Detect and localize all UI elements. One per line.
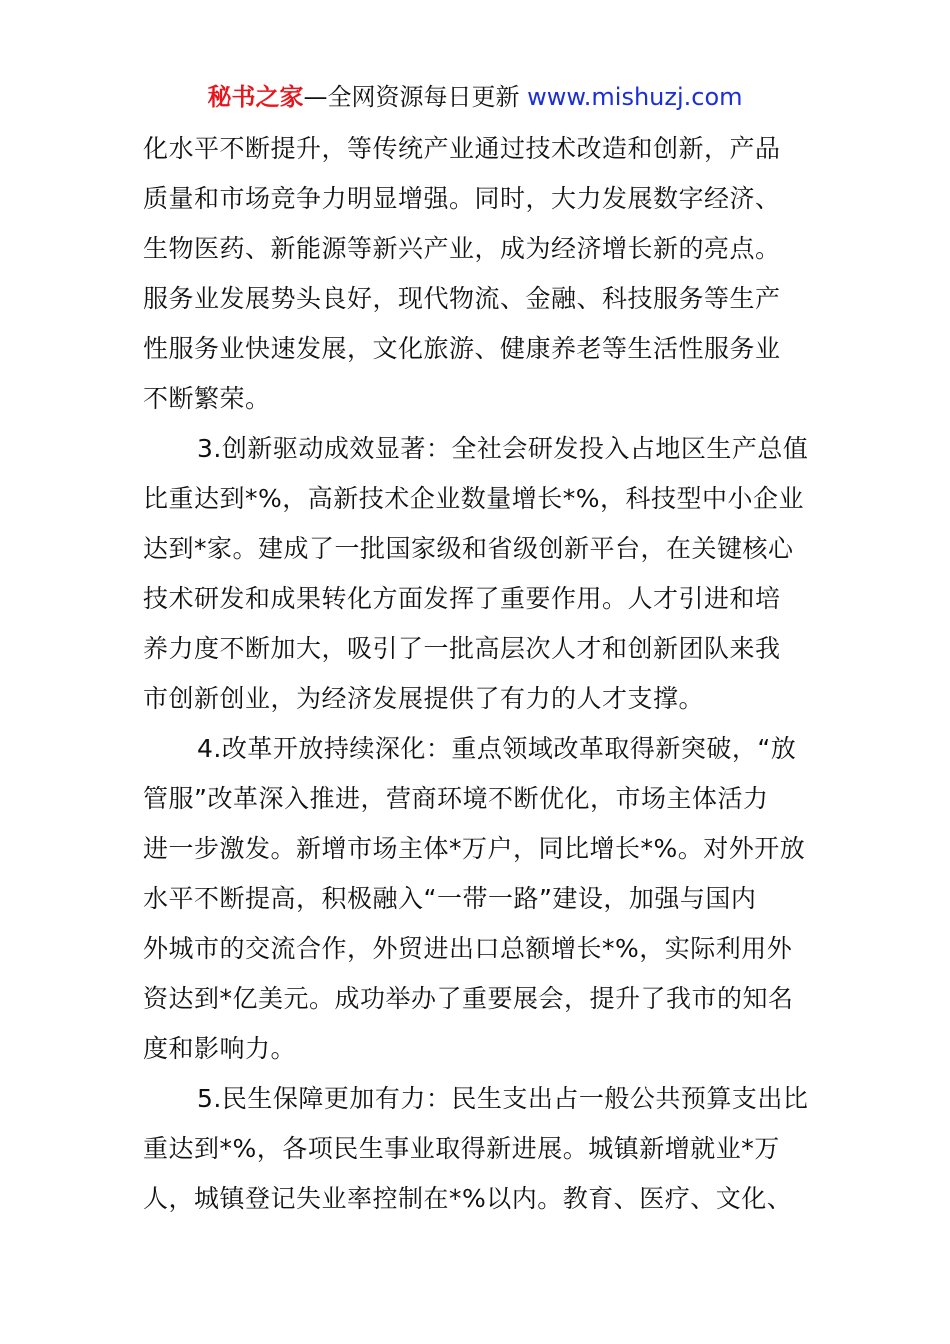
section-heading-line: 5.民生保障更加有力：民生支出占一般公共预算支出比 bbox=[197, 1084, 809, 1113]
section-heading-line: 3.创新驱动成效显著：全社会研发投入占地区生产总值 bbox=[197, 434, 809, 463]
text-line: 重达到*%，各项民生事业取得新进展。城镇新增就业*万 bbox=[143, 1134, 780, 1163]
text-line: 养力度不断加大，吸引了一批高层次人才和创新团队来我 bbox=[143, 634, 781, 663]
text-line: 不断繁荣。 bbox=[143, 384, 271, 413]
text-line: 生物医药、新能源等新兴产业，成为经济增长新的亮点。 bbox=[143, 234, 781, 263]
text-line: 人，城镇登记失业率控制在*%以内。教育、医疗、文化、 bbox=[143, 1184, 793, 1213]
text-line: 进一步激发。新增市场主体*万户，同比增长*%。对外开放 bbox=[143, 834, 806, 863]
text-line: 度和影响力。 bbox=[143, 1034, 297, 1063]
text-line: 比重达到*%，高新技术企业数量增长*%，科技型中小企业 bbox=[143, 484, 805, 513]
text-line: 水平不断提高，积极融入“一带一路”建设，加强与国内 bbox=[143, 884, 757, 913]
document-body bbox=[143, 124, 813, 1224]
site-tagline: —全网资源每日更新 bbox=[303, 83, 520, 111]
text-line: 资达到*亿美元。成功举办了重要展会，提升了我市的知名 bbox=[143, 984, 794, 1013]
section-heading-line: 4.改革开放持续深化：重点领域改革取得新突破，“放 bbox=[197, 734, 797, 763]
text-line: 化水平不断提升，等传统产业通过技术改造和创新，产品 bbox=[143, 134, 781, 163]
text-line: 外城市的交流合作，外贸进出口总额增长*%，实际利用外 bbox=[143, 934, 793, 963]
text-line: 市创新创业，为经济发展提供了有力的人才支撑。 bbox=[143, 684, 705, 713]
text-line: 管服”改革深入推进，营商环境不断优化，市场主体活力 bbox=[143, 784, 769, 813]
site-header bbox=[0, 80, 950, 114]
site-brand: 秘书之家 bbox=[207, 83, 304, 111]
text-line: 服务业发展势头良好，现代物流、金融、科技服务等生产 bbox=[143, 284, 781, 313]
text-line: 质量和市场竞争力明显增强。同时，大力发展数字经济、 bbox=[143, 184, 781, 213]
text-line: 技术研发和成果转化方面发挥了重要作用。人才引进和培 bbox=[143, 584, 781, 613]
site-url-link[interactable]: www.mishuzj.com bbox=[527, 83, 743, 111]
text-line: 性服务业快速发展，文化旅游、健康养老等生活性服务业 bbox=[143, 334, 781, 363]
text-line: 达到*家。建成了一批国家级和省级创新平台，在关键核心 bbox=[143, 534, 794, 563]
